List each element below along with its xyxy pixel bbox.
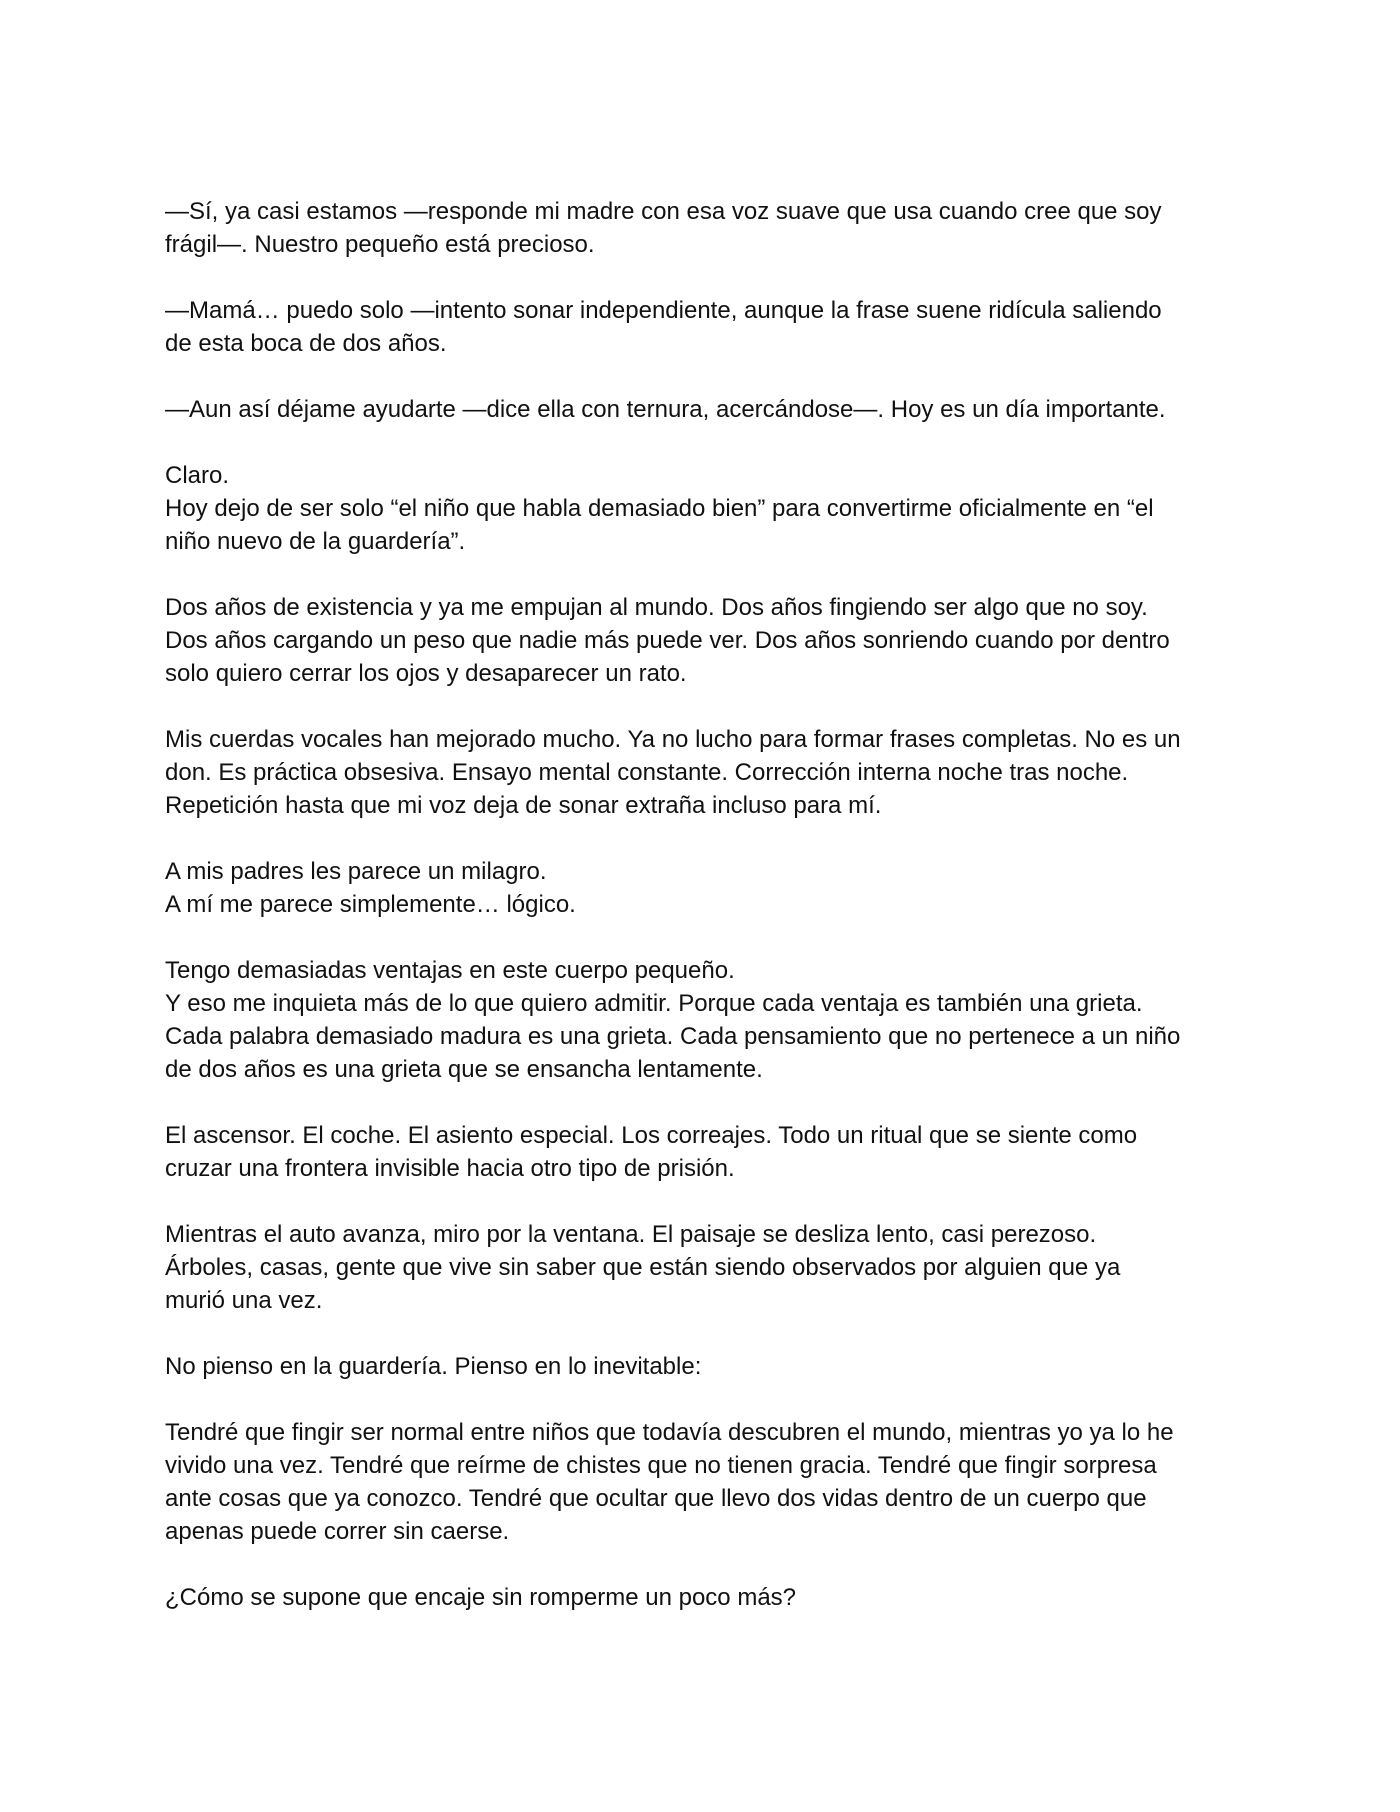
text-line: ¿Cómo se supone que encaje sin romperme un poco más? bbox=[165, 1584, 797, 1611]
paragraph bbox=[165, 591, 1250, 690]
text-line: Árboles, casas, gente que vive sin saber que están siendo observados por alguien que ya bbox=[165, 1254, 1121, 1281]
paragraph bbox=[165, 1119, 1250, 1185]
text-line: No pienso en la guardería. Pienso en lo inevitable: bbox=[165, 1353, 702, 1380]
paragraph bbox=[165, 1218, 1250, 1317]
text-line: Mientras el auto avanza, miro por la ventana. El paisaje se desliza lento, casi perezoso. bbox=[165, 1221, 1097, 1248]
text-line: A mis padres les parece un milagro. bbox=[165, 858, 547, 885]
paragraph bbox=[165, 195, 1250, 261]
paragraph bbox=[165, 855, 1250, 921]
text-line: El ascensor. El coche. El asiento especial. Los correajes. Todo un ritual que se siente como bbox=[165, 1122, 1138, 1149]
text-line: de esta boca de dos años. bbox=[165, 330, 447, 357]
text-line: de dos años es una grieta que se ensancha lentamente. bbox=[165, 1056, 763, 1083]
text-line: don. Es práctica obsesiva. Ensayo mental constante. Corrección interna noche tras noche. bbox=[165, 759, 1129, 786]
text-line: Dos años cargando un peso que nadie más puede ver. Dos años sonriendo cuando por dentro bbox=[165, 627, 1170, 654]
text-line: Y eso me inquieta más de lo que quiero admitir. Porque cada ventaja es también una grieta. bbox=[165, 990, 1143, 1017]
text-line: Mis cuerdas vocales han mejorado mucho. Ya no lucho para formar frases completas. No es un bbox=[165, 726, 1181, 753]
paragraph bbox=[165, 294, 1250, 360]
paragraph bbox=[165, 459, 1250, 558]
document-body bbox=[165, 195, 1250, 1647]
text-line: vivido una vez. Tendré que reírme de chistes que no tienen gracia. Tendré que fingir sorpresa bbox=[165, 1452, 1157, 1479]
text-line: niño nuevo de la guardería”. bbox=[165, 528, 466, 555]
text-line: Cada palabra demasiado madura es una grieta. Cada pensamiento que no pertenece a un niño bbox=[165, 1023, 1181, 1050]
text-line: solo quiero cerrar los ojos y desaparecer un rato. bbox=[165, 660, 687, 687]
text-line: frágil—. Nuestro pequeño está precioso. bbox=[165, 231, 595, 258]
text-line: Repetición hasta que mi voz deja de sonar extraña incluso para mí. bbox=[165, 792, 882, 819]
text-line: —Aun así déjame ayudarte —dice ella con ternura, acercándose—. Hoy es un día importante. bbox=[165, 396, 1166, 423]
paragraph bbox=[165, 393, 1250, 426]
text-line: apenas puede correr sin caerse. bbox=[165, 1518, 510, 1545]
paragraph bbox=[165, 1416, 1250, 1548]
paragraph bbox=[165, 1350, 1250, 1383]
text-line: cruzar una frontera invisible hacia otro tipo de prisión. bbox=[165, 1155, 735, 1182]
text-line: —Sí, ya casi estamos —responde mi madre con esa voz suave que usa cuando cree que soy bbox=[165, 198, 1162, 225]
text-line: A mí me parece simplemente… lógico. bbox=[165, 891, 576, 918]
paragraph bbox=[165, 954, 1250, 1086]
text-line: murió una vez. bbox=[165, 1287, 323, 1314]
text-line: Hoy dejo de ser solo “el niño que habla demasiado bien” para convertirme oficialmente en “el bbox=[165, 495, 1154, 522]
text-line: Tendré que fingir ser normal entre niños que todavía descubren el mundo, mientras yo ya lo he bbox=[165, 1419, 1174, 1446]
text-line: —Mamá… puedo solo —intento sonar independiente, aunque la frase suene ridícula saliendo bbox=[165, 297, 1162, 324]
paragraph bbox=[165, 1581, 1250, 1614]
text-line: Tengo demasiadas ventajas en este cuerpo pequeño. bbox=[165, 957, 735, 984]
text-line: Dos años de existencia y ya me empujan al mundo. Dos años fingiendo ser algo que no soy. bbox=[165, 594, 1148, 621]
paragraph bbox=[165, 723, 1250, 822]
text-line: Claro. bbox=[165, 462, 230, 489]
text-line: ante cosas que ya conozco. Tendré que ocultar que llevo dos vidas dentro de un cuerpo que bbox=[165, 1485, 1147, 1512]
